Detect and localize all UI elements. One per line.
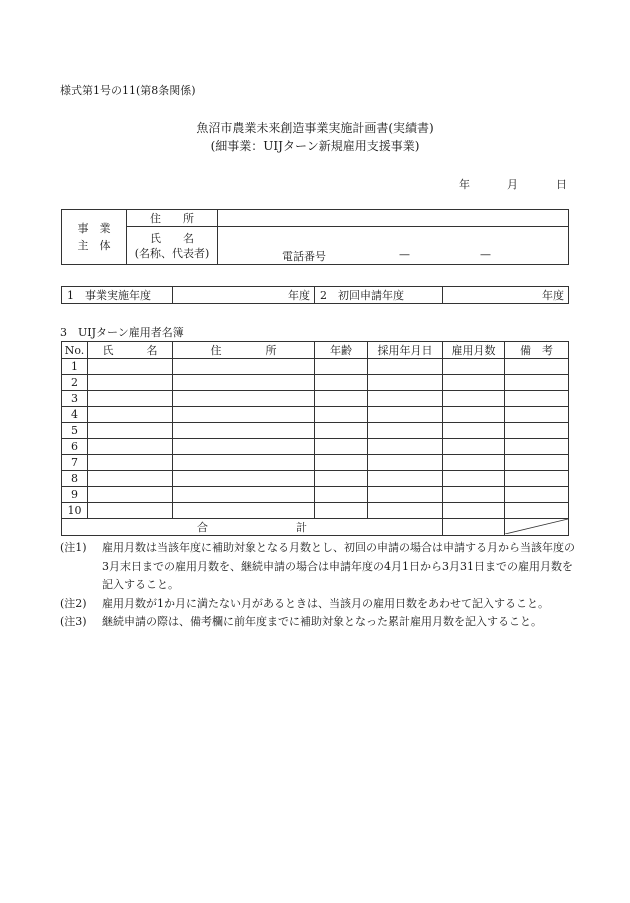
name-cell[interactable] [88,471,173,487]
form-number: 様式第1号の11(第8条関係) [60,84,196,97]
row-number: 9 [62,487,88,503]
table-row [62,439,569,455]
age-cell[interactable] [315,439,368,455]
address-cell[interactable] [173,391,315,407]
row-number: 7 [62,455,88,471]
header-no: No. [62,342,88,359]
hire-date-cell[interactable] [368,423,443,439]
table-row [62,471,569,487]
table-row [62,407,569,423]
notes [60,539,575,632]
roster-table [61,341,569,536]
note-text: 継続申請の際は、備考欄に前年度までに補助対象となった累計雇用月数を記入すること。 [102,615,542,628]
row-number: 8 [62,471,88,487]
hire-date-cell[interactable] [368,375,443,391]
remarks-cell[interactable] [505,375,569,391]
address-label: 住 所 [127,210,218,227]
months-cell[interactable] [443,359,505,375]
table-row [62,375,569,391]
note-label: (注2) [60,596,87,610]
months-cell[interactable] [443,471,505,487]
age-cell[interactable] [315,487,368,503]
age-cell[interactable] [315,503,368,519]
note-text: 雇用月数が1か月に満たない月があるときは、当該月の雇用日数をあわせて記入すること。 [102,596,549,610]
first-application-year-label: 2 初回申請年度 [315,287,443,304]
address-input[interactable] [218,210,569,227]
name-cell[interactable] [88,359,173,375]
hire-date-cell[interactable] [368,503,443,519]
address-cell[interactable] [173,439,315,455]
row-number: 5 [62,423,88,439]
address-cell[interactable] [173,407,315,423]
name-sub-label: (名称、代表者) [134,246,210,260]
diagonal-strike [505,519,568,534]
address-cell[interactable] [173,359,315,375]
implementation-year-label: 1 事業実施年度 [62,287,173,304]
remarks-cell[interactable] [505,359,569,375]
header-address: 住 所 [173,342,315,359]
row-number: 6 [62,439,88,455]
remarks-cell[interactable] [505,471,569,487]
table-row [62,455,569,471]
remarks-cell[interactable] [505,455,569,471]
hire-date-cell[interactable] [368,439,443,455]
table-row [62,503,569,519]
remarks-cell[interactable] [505,487,569,503]
table-row [62,359,569,375]
header-months: 雇用月数 [443,342,505,359]
table-row [62,423,569,439]
name-cell[interactable] [88,503,173,519]
note-item [60,613,575,632]
info-table [61,286,569,304]
name-label: 氏 名 [150,231,194,245]
address-cell[interactable] [173,375,315,391]
entity-table [61,209,569,265]
address-cell[interactable] [173,423,315,439]
row-number: 1 [62,359,88,375]
remarks-cell[interactable] [505,391,569,407]
remarks-cell[interactable] [505,423,569,439]
page-title: 魚沼市農業未来創造事業実施計画書(実績書) [196,121,434,135]
age-cell[interactable] [315,423,368,439]
name-cell[interactable] [88,487,173,503]
entity-label-cell [62,210,127,265]
months-cell[interactable] [443,455,505,471]
note-item [60,595,575,614]
months-cell[interactable] [443,487,505,503]
hire-date-cell[interactable] [368,455,443,471]
address-cell[interactable] [173,471,315,487]
age-cell[interactable] [315,359,368,375]
date-day-label: 日 [556,178,567,191]
header-age: 年齢 [315,342,368,359]
roster-section-title: 3 UIJターン雇用者名簿 [60,326,184,339]
note-label: (注1) [60,541,87,554]
note-label: (注3) [60,615,87,628]
note-text: 雇用月数は当該年度に補助対象となる月数とし、初回の申請の場合は申請する月から当該年度の3月末日までの雇用月数を、継続申請の場合は申請年度の4月1日から3月31日までの雇用月数を記入すること。 [102,541,575,591]
phone-dash-1: — [399,248,410,261]
implementation-year-unit: 年度 [288,289,310,302]
name-cell[interactable] [88,391,173,407]
remarks-cell[interactable] [505,439,569,455]
name-input[interactable] [218,227,569,265]
age-cell[interactable] [315,407,368,423]
row-number: 3 [62,391,88,407]
row-number: 2 [62,375,88,391]
months-cell[interactable] [443,423,505,439]
phone-label: 電話番号 [282,250,326,263]
remarks-cell[interactable] [505,503,569,519]
total-label: 合 計 [62,519,443,536]
entity-label-line1: 事 業 [77,222,111,235]
hire-date-cell[interactable] [368,391,443,407]
months-cell[interactable] [443,375,505,391]
date-year-label: 年 [459,178,470,191]
first-application-year-unit: 年度 [542,289,564,302]
name-cell[interactable] [88,423,173,439]
age-cell[interactable] [315,391,368,407]
months-cell[interactable] [443,407,505,423]
hire-date-cell[interactable] [368,359,443,375]
age-cell[interactable] [315,455,368,471]
roster-header-row [62,342,569,359]
row-number: 4 [62,407,88,423]
name-label-cell [127,227,218,265]
entity-label-line2: 主 体 [77,239,111,252]
table-row [62,391,569,407]
total-remarks-cell [505,519,569,536]
remarks-cell[interactable] [505,407,569,423]
phone-dash-2: — [480,248,491,261]
hire-date-cell[interactable] [368,487,443,503]
months-cell[interactable] [443,439,505,455]
hire-date-cell[interactable] [368,407,443,423]
implementation-year-input[interactable] [173,287,315,304]
page-subtitle: (細事業：UIJターン新規雇用支援事業) [210,139,420,153]
address-cell[interactable] [173,503,315,519]
row-number: 10 [62,503,88,519]
header-name: 氏 名 [88,342,173,359]
age-cell[interactable] [315,471,368,487]
header-remarks: 備 考 [505,342,569,359]
hire-date-cell[interactable] [368,471,443,487]
address-cell[interactable] [173,487,315,503]
name-cell[interactable] [88,455,173,471]
address-cell[interactable] [173,455,315,471]
name-cell[interactable] [88,375,173,391]
note-item [60,539,575,595]
date-month-label: 月 [507,178,518,191]
total-row [62,519,569,536]
name-cell[interactable] [88,439,173,455]
header-hire-date: 採用年月日 [368,342,443,359]
months-cell[interactable] [443,503,505,519]
name-cell[interactable] [88,407,173,423]
total-months-cell[interactable] [443,519,505,536]
months-cell[interactable] [443,391,505,407]
age-cell[interactable] [315,375,368,391]
first-application-year-input[interactable] [443,287,569,304]
table-row [62,487,569,503]
